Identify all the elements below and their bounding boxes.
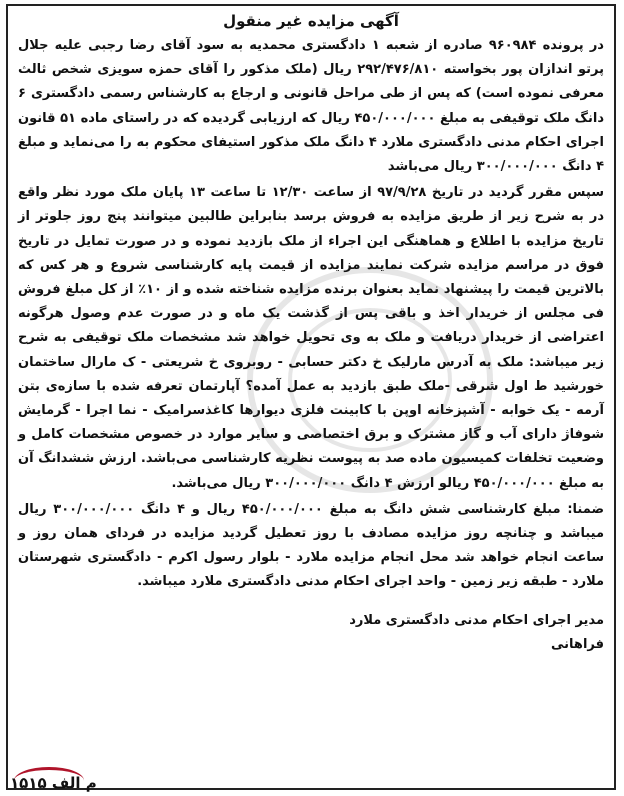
signature-name: فراهانی [551, 636, 604, 652]
signature-block [18, 609, 604, 657]
publication-code-text: م الف ۱۵۱۵ [10, 774, 97, 792]
signature-title: مدیر اجرای احکام مدنی دادگستری ملارد [349, 612, 604, 628]
auction-details-paragraph: سپس مقرر گردید در تاریخ ۹۷/۹/۲۸ از ساعت ۱۲/۳۰ تا ساعت ۱۳ پایان ملک مورد نظر واقع در به شرح زیر از طریق مزایده به فروش برسد بنابراین طالبین میتوانند پنج روز جلوتر از تاریخ مزایده با اطلاع و هماهنگی این اجراء از ملک بازدید نموده و در صورت تمایل در تاریخ فوق در مراسم مزایده شرکت نمایند مزایده از قیمت پایه کارشناسی شروع و هر کس که بالاترین قیمت را پیشنهاد نماید بعنوان برنده مزایده شناخته شده و از ۱۰٪ از کل مبلغ فروش فی مجلس از خریدار اخذ و باقی پس از گذشت یک ماه و در صورت عدم وصول هرگونه اعتراضی از خریدار دریافت و ملک به وی تحویل خواهد شد مشخصات ملک توقیفی به شرح زیر میباشد: ملک به آدرس مارلیک خ دکتر حسابی - روبروی خ شریعتی - ک مارال ساختمان خورشید ط اول شرقی -ملک طبق بازدید به عمل آمده؟ آپارتمان تعرفه شده با سازه‌ی بتن آرمه - یک خوابه - آشپزخانه اوپن با کابینت فلزی دیوارها کاغذسرامیک - نما اجرا - گرمایش شوفاژ دارای آب و گاز مشترک و برق اختصاصی و سایر موارد در خصوص مشخصات کامل و وضعیت تخلفات کمیسیون ماده صد به پیوست نظریه کارشناسی می‌باشد. ارزش ششدانگ آن به مبلغ ۴۵۰/۰۰۰/۰۰۰ ریالو ارزش ۴ دانگ ۳۰۰/۰۰۰/۰۰۰ ریال می‌باشد. [18, 185, 605, 491]
notice-title: آگهی مزایده غیر منقول [223, 12, 399, 30]
red-stamp-mark [14, 767, 84, 794]
publication-code [10, 774, 97, 792]
case-paragraph: در پرونده ۹۶۰۹۸۴ صادره از شعبه ۱ دادگستری محمدیه به سود آقای رضا رجبی علیه جلال پرتو اندازان پور بخواسته ۲۹۲/۴۷۶/۸۱۰ ریال (ملک مذکور را آقای حمزه سویزی شخص ثالث معرفی نموده است) که پس از طی مراحل قانونی و ارجاع به کارشناس رسمی دادگستری ۶ دانگ ملک توقیفی به مبلغ ۴۵۰/۰۰۰/۰۰۰ ریال که ارزیابی گردیده که در راستای ماده ۵۱ قانون اجرای احکام مدنی دادگستری ملارد ۴ دانگ ملک مذکور استیفای محکوم به را می‌نماید و مبلغ ۴ دانگ ۳۰۰/۰۰۰/۰۰۰ ریال می‌باشد [18, 38, 604, 175]
auction-notice [6, 4, 616, 790]
note-paragraph: ضمنا: مبلغ کارشناسی شش دانگ به مبلغ ۴۵۰/۰۰۰/۰۰۰ ریال و ۴ دانگ ۳۰۰/۰۰۰/۰۰۰ ریال میباشد و چنانچه روز مزایده مصادف با روز تعطیل گردید مزایده در فردای همان روز و ساعت انجام خواهد شد محل انجام مزایده ملارد - بلوار رسول اکرم - دادگستری شهرستان ملارد - طبقه زیر زمین - واحد اجرای احکام مدنی دادگستری ملارد میباشد. [18, 501, 605, 590]
